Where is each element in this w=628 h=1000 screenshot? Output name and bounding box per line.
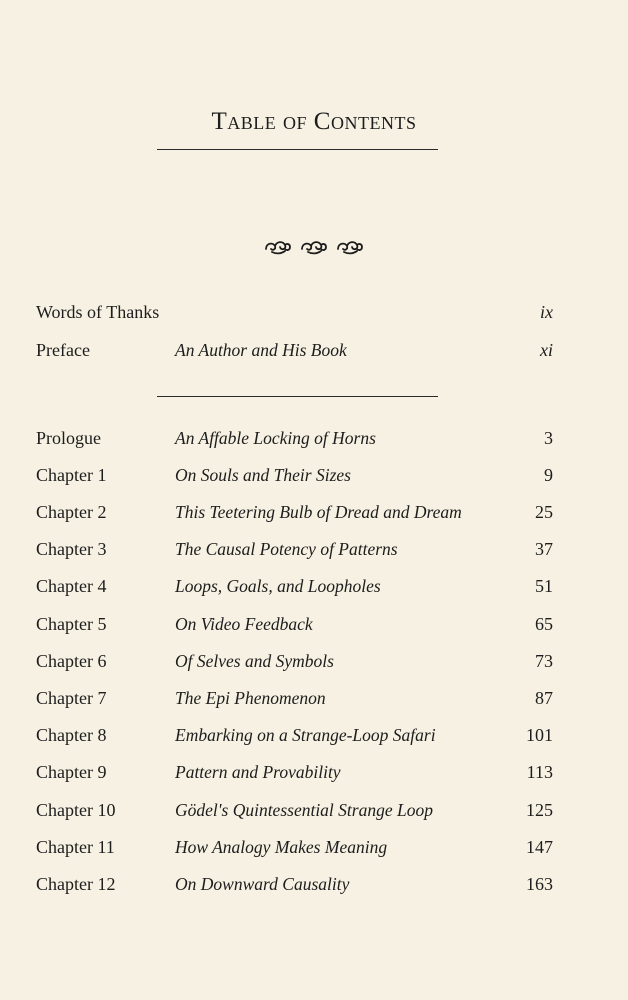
entry-subtitle: This Teetering Bulb of Dread and Dream	[175, 502, 462, 522]
entry-label: Chapter 10	[36, 800, 116, 820]
toc-entry-chapter-9[interactable]	[0, 762, 628, 792]
entry-label: Chapter 5	[36, 614, 107, 634]
toc-entry-chapter-1[interactable]	[0, 465, 628, 495]
entry-page-number: xi	[540, 340, 553, 360]
entry-subtitle: The Causal Potency of Patterns	[175, 539, 398, 559]
toc-entry-prologue[interactable]	[0, 428, 628, 458]
entry-page-number: ix	[540, 302, 553, 322]
entry-label: Chapter 7	[36, 688, 107, 708]
entry-subtitle: An Affable Locking of Horns	[175, 428, 376, 448]
entry-label: Chapter 12	[36, 874, 116, 894]
entry-subtitle: Embarking on a Strange-Loop Safari	[175, 725, 436, 745]
entry-subtitle: On Downward Causality	[175, 874, 350, 894]
toc-entry-chapter-11[interactable]	[0, 837, 628, 867]
entry-page-number: 101	[526, 725, 553, 745]
entry-label: Chapter 8	[36, 725, 107, 745]
entry-page-number: 25	[535, 502, 553, 522]
fleuron-icon	[335, 237, 365, 257]
toc-entry-preface[interactable]	[0, 340, 628, 370]
entry-page-number: 51	[535, 576, 553, 596]
entry-subtitle: An Author and His Book	[175, 340, 347, 360]
page-title: Table of Contents	[211, 108, 417, 135]
toc-entry-chapter-2[interactable]	[0, 502, 628, 532]
entry-subtitle: How Analogy Makes Meaning	[175, 837, 388, 857]
entry-label: Words of Thanks	[36, 302, 160, 322]
entry-page-number: 37	[535, 539, 553, 559]
entry-label: Chapter 11	[36, 837, 115, 857]
toc-entry-chapter-5[interactable]	[0, 614, 628, 644]
fleuron-icon	[263, 237, 293, 257]
entry-subtitle: On Video Feedback	[175, 614, 313, 634]
entry-label: Chapter 6	[36, 651, 107, 671]
toc-entry-chapter-8[interactable]	[0, 725, 628, 755]
entry-subtitle: Loops, Goals, and Loopholes	[175, 576, 381, 596]
entry-page-number: 163	[526, 874, 553, 894]
toc-entry-chapter-4[interactable]	[0, 576, 628, 606]
entry-page-number: 3	[544, 428, 553, 448]
entry-page-number: 125	[526, 800, 553, 820]
toc-entry-chapter-10[interactable]	[0, 800, 628, 830]
toc-entry-words-of-thanks[interactable]	[0, 302, 628, 332]
entry-subtitle: Pattern and Provability	[175, 762, 341, 782]
toc-entry-chapter-7[interactable]	[0, 688, 628, 718]
entry-page-number: 73	[535, 651, 553, 671]
toc-entry-chapter-6[interactable]	[0, 651, 628, 681]
section-divider	[157, 396, 438, 397]
entry-label: Chapter 3	[36, 539, 107, 559]
entry-page-number: 9	[544, 465, 553, 485]
title-underline-divider	[157, 149, 438, 150]
entry-subtitle: The Epi Phenomenon	[175, 688, 326, 708]
entry-page-number: 147	[526, 837, 553, 857]
entry-subtitle: On Souls and Their Sizes	[175, 465, 351, 485]
entry-label: Chapter 1	[36, 465, 107, 485]
toc-entry-chapter-12[interactable]	[0, 874, 628, 904]
entry-subtitle: Of Selves and Symbols	[175, 651, 334, 671]
entry-label: Chapter 2	[36, 502, 107, 522]
entry-label: Prologue	[36, 428, 101, 448]
entry-page-number: 65	[535, 614, 553, 634]
entry-label: Preface	[36, 340, 90, 360]
entry-page-number: 87	[535, 688, 553, 708]
entry-label: Chapter 4	[36, 576, 107, 596]
fleuron-icon	[299, 237, 329, 257]
entry-page-number: 113	[526, 762, 553, 782]
toc-entry-chapter-3[interactable]	[0, 539, 628, 569]
entry-label: Chapter 9	[36, 762, 107, 782]
entry-subtitle: Gödel's Quintessential Strange Loop	[175, 800, 433, 820]
ornament-row	[0, 237, 628, 257]
